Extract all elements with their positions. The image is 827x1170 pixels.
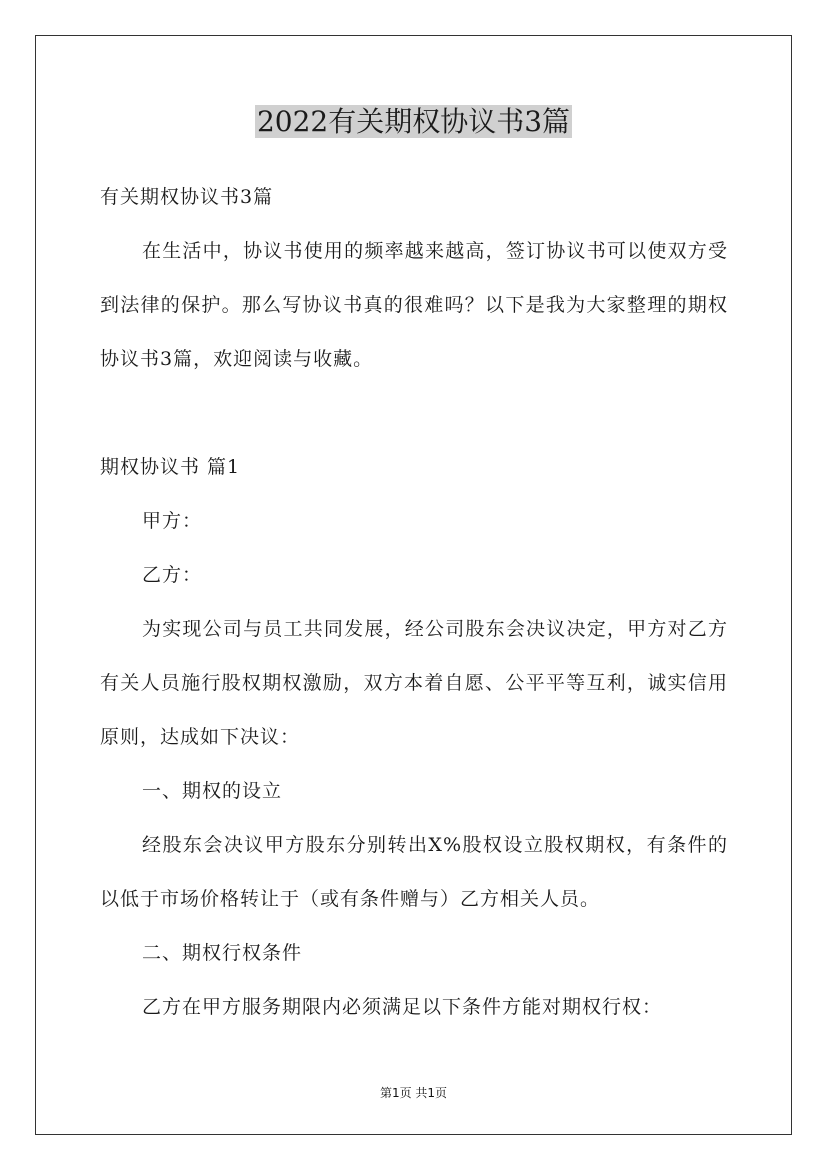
document-body bbox=[100, 170, 728, 1034]
clause-paragraph-1: 经股东会决议甲方股东分别转出X%股权设立股权期权，有条件的以低于市场价格转让于（或有条件赠与）乙方相关人员。 bbox=[100, 834, 728, 910]
document-title-text: 2022有关期权协议书3篇 bbox=[256, 105, 571, 138]
document-title bbox=[0, 100, 827, 144]
party-a-line: 甲方： bbox=[142, 510, 203, 532]
clause-paragraph-2: 乙方在甲方服务期限内必须满足以下条件方能对期权行权： bbox=[142, 996, 663, 1018]
clause-heading-2: 二、期权行权条件 bbox=[142, 942, 303, 964]
clause-heading-1: 一、期权的设立 bbox=[142, 780, 283, 802]
page-footer: 第1页 共1页 bbox=[379, 1086, 448, 1100]
subtitle-line: 有关期权协议书3篇 bbox=[100, 186, 274, 208]
section-heading: 期权协议书 篇1 bbox=[100, 456, 241, 478]
intro-paragraph: 在生活中，协议书使用的频率越来越高，签订协议书可以使双方受到法律的保护。那么写协议书真的很难吗？以下是我为大家整理的期权协议书3篇，欢迎阅读与收藏。 bbox=[100, 240, 728, 370]
preamble-paragraph: 为实现公司与员工共同发展，经公司股东会决议决定，甲方对乙方有关人员施行股权期权激励，双方本着自愿、公平平等互利，诚实信用原则，达成如下决议： bbox=[100, 618, 728, 748]
party-b-line: 乙方： bbox=[142, 564, 203, 586]
